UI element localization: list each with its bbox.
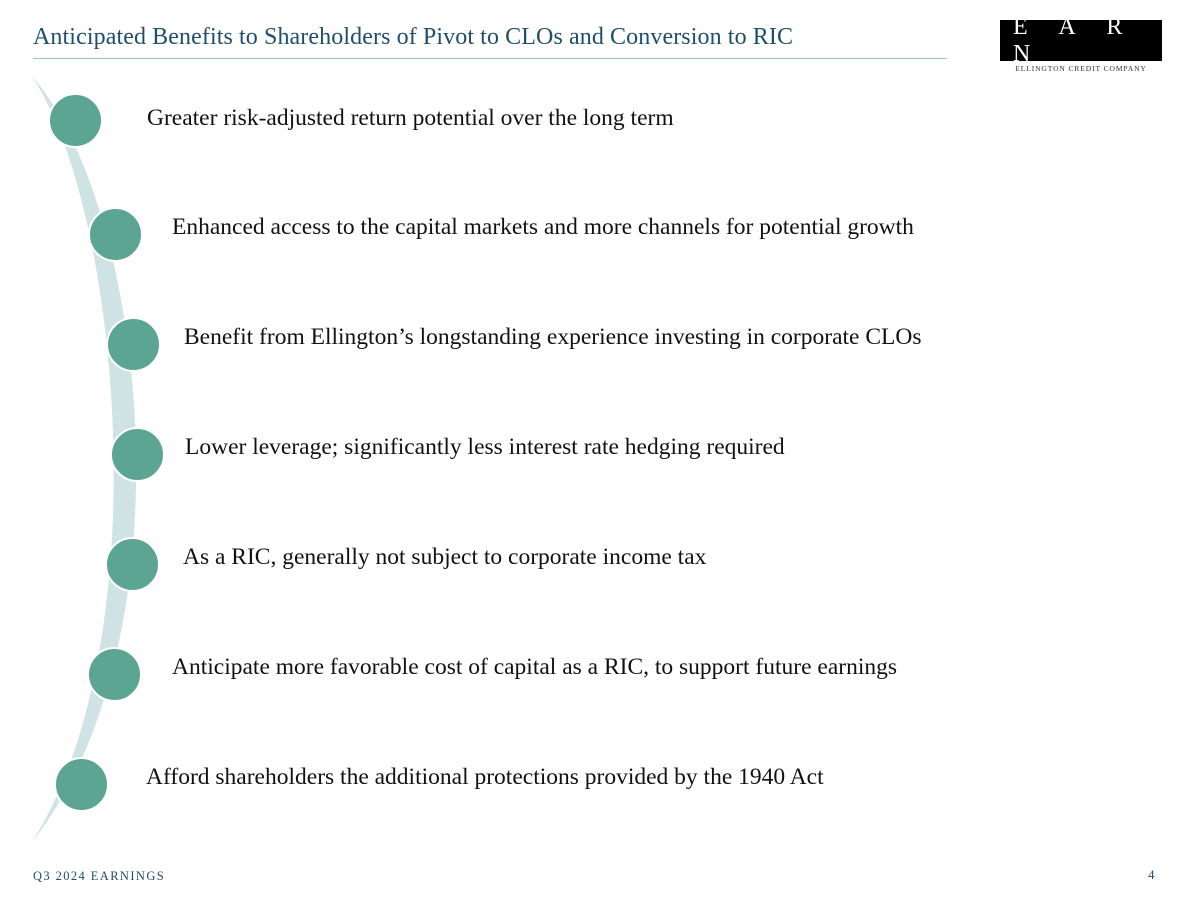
benefit-text-6: Anticipate more favorable cost of capital as a RIC, to support future earnings	[172, 654, 898, 680]
bullet-circle-7	[54, 757, 109, 812]
page-number: 4	[1148, 867, 1155, 882]
slide-title: Anticipated Benefits to Shareholders of Pivot to CLOs and Conversion to RIC	[33, 24, 794, 50]
benefit-text-4: Lower leverage; significantly less interest rate hedging required	[185, 434, 785, 460]
benefit-text-2: Enhanced access to the capital markets and more channels for potential growth	[172, 214, 914, 240]
footer-label: Q3 2024 EARNINGS	[33, 869, 166, 883]
benefit-text-5: As a RIC, generally not subject to corporate income tax	[183, 544, 707, 570]
bullet-circle-3	[106, 317, 161, 372]
bullet-circle-1	[48, 93, 103, 148]
earn-logo	[1000, 13, 1162, 73]
benefit-text-1: Greater risk-adjusted return potential over the long term	[147, 105, 674, 131]
bullet-circle-4	[110, 427, 165, 482]
bullet-circle-2	[88, 207, 143, 262]
bullet-circle-5	[105, 537, 160, 592]
bullet-circle-6	[87, 647, 142, 702]
benefit-text-3: Benefit from Ellington’s longstanding experience investing in corporate CLOs	[184, 324, 922, 350]
benefit-text-7: Afford shareholders the additional protections provided by the 1940 Act	[146, 764, 824, 790]
logo-wordmark: E A R N	[1000, 20, 1162, 61]
logo-tagline: ELLINGTON CREDIT COMPANY	[1015, 64, 1147, 73]
